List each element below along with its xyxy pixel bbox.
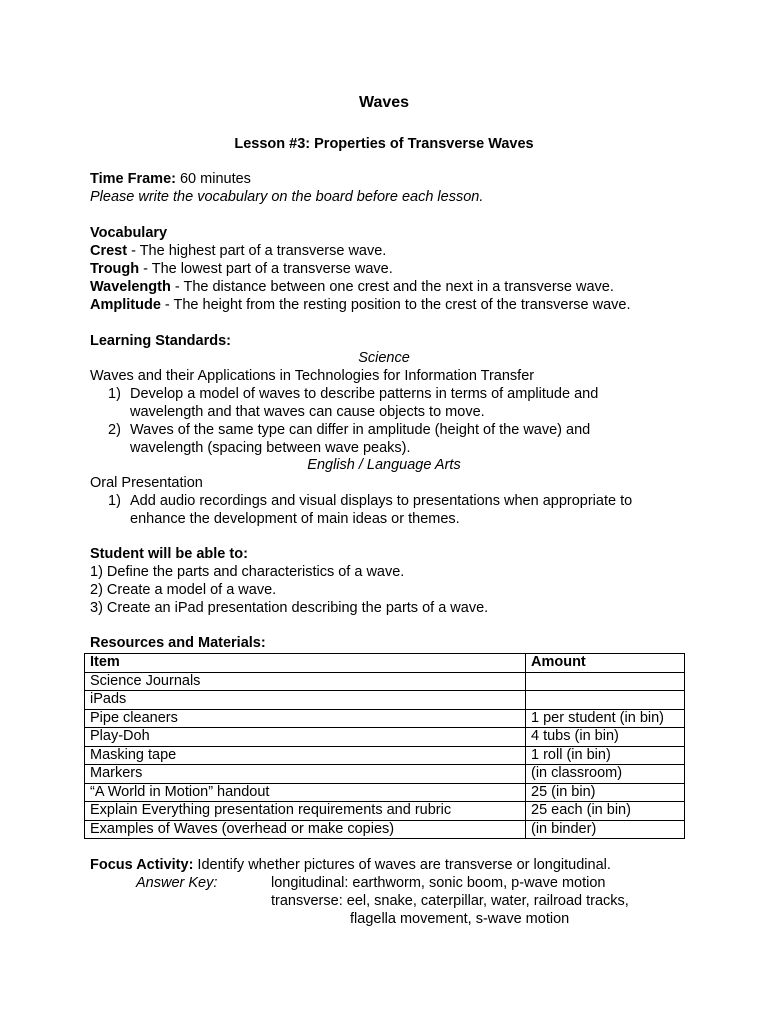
science-item-1-line: wavelength and that waves can cause objects to move.	[130, 404, 485, 420]
objective-item: 1) Define the parts and characteristics of a wave.	[90, 564, 405, 580]
objectives-heading: Student will be able to:	[90, 546, 248, 562]
vocab-term: Wavelength	[90, 279, 171, 295]
amount-cell	[526, 672, 685, 691]
table-header-row	[85, 654, 685, 673]
focus-activity-label: Focus Activity:	[90, 857, 194, 873]
science-item-1-number: 1)	[108, 386, 121, 402]
item-cell: iPads	[85, 691, 526, 710]
answer-key-label: Answer Key:	[136, 875, 218, 891]
standards-heading: Learning Standards:	[90, 333, 231, 349]
science-topic: Waves and their Applications in Technologies for Information Transfer	[90, 368, 535, 384]
table-row	[85, 783, 685, 802]
lesson-title: Lesson #3: Properties of Transverse Waves	[234, 136, 534, 152]
column-header-item: Item	[85, 654, 526, 673]
vocabulary-heading: Vocabulary	[90, 225, 168, 241]
time-frame-value: 60 minutes	[175, 171, 251, 187]
item-cell: Science Journals	[85, 672, 526, 691]
ela-topic: Oral Presentation	[90, 475, 203, 491]
table-row	[85, 746, 685, 765]
vocab-term: Trough	[90, 261, 140, 277]
board-note: Please write the vocabulary on the board before each lesson.	[90, 189, 484, 205]
vocab-term: Crest	[90, 243, 128, 259]
vocab-definition: - The height from the resting position to the crest of the transverse wave.	[160, 297, 631, 313]
amount-cell: (in binder)	[526, 820, 685, 839]
vocab-term: Amplitude	[90, 297, 161, 313]
amount-cell: (in classroom)	[526, 765, 685, 784]
amount-cell: 25 (in bin)	[526, 783, 685, 802]
doc-title: Waves	[358, 94, 410, 111]
vocab-crest	[90, 242, 386, 260]
table-row	[85, 691, 685, 710]
table-row	[85, 765, 685, 784]
objective-item: 2) Create a model of a wave.	[90, 582, 277, 598]
amount-cell: 1 per student (in bin)	[526, 709, 685, 728]
column-header-amount: Amount	[526, 654, 685, 673]
table-row	[85, 802, 685, 821]
vocab-trough	[90, 260, 393, 278]
time-frame-label: Time Frame:	[90, 171, 176, 187]
vocab-amplitude	[90, 296, 631, 314]
answer-transverse: transverse: eel, snake, caterpillar, water, railroad tracks,	[271, 893, 629, 909]
table-row	[85, 672, 685, 691]
vocab-definition: - The distance between one crest and the next in a transverse wave.	[170, 279, 614, 295]
table-row	[85, 709, 685, 728]
ela-item-1-line: enhance the development of main ideas or themes.	[130, 511, 460, 527]
resources-heading: Resources and Materials:	[90, 635, 266, 651]
item-cell: Masking tape	[85, 746, 526, 765]
objective-item: 3) Create an iPad presentation describing the parts of a wave.	[90, 600, 489, 616]
ela-label: English / Language Arts	[307, 457, 461, 473]
amount-cell: 1 roll (in bin)	[526, 746, 685, 765]
answer-longitudinal: longitudinal: earthworm, sonic boom, p-wave motion	[271, 875, 606, 891]
item-cell: Examples of Waves (overhead or make copies)	[85, 820, 526, 839]
item-cell: Play-Doh	[85, 728, 526, 747]
item-cell: Explain Everything presentation requirements and rubric	[85, 802, 526, 821]
amount-cell: 25 each (in bin)	[526, 802, 685, 821]
vocab-wavelength	[90, 278, 614, 296]
science-item-2-line: wavelength (spacing between wave peaks).	[130, 440, 411, 456]
amount-cell: 4 tubs (in bin)	[526, 728, 685, 747]
table-row	[85, 820, 685, 839]
item-cell: “A World in Motion” handout	[85, 783, 526, 802]
science-label: Science	[358, 350, 410, 366]
amount-cell	[526, 691, 685, 710]
ela-item-1-number: 1)	[108, 493, 121, 509]
science-item-1-line: Develop a model of waves to describe patterns in terms of amplitude and	[130, 386, 599, 402]
answer-transverse-cont: flagella movement, s-wave motion	[350, 911, 570, 927]
vocab-definition: - The highest part of a transverse wave.	[127, 243, 387, 259]
item-cell: Pipe cleaners	[85, 709, 526, 728]
vocab-definition: - The lowest part of a transverse wave.	[139, 261, 393, 277]
focus-activity	[90, 856, 611, 874]
table-row	[85, 728, 685, 747]
science-item-2-line: Waves of the same type can differ in amplitude (height of the wave) and	[130, 422, 591, 438]
ela-item-1-line: Add audio recordings and visual displays to presentations when appropriate to	[130, 493, 633, 509]
science-item-2-number: 2)	[108, 422, 121, 438]
item-cell: Markers	[85, 765, 526, 784]
resources-table	[84, 653, 685, 839]
time-frame	[90, 170, 251, 188]
focus-activity-text: Identify whether pictures of waves are transverse or longitudinal.	[193, 857, 611, 873]
